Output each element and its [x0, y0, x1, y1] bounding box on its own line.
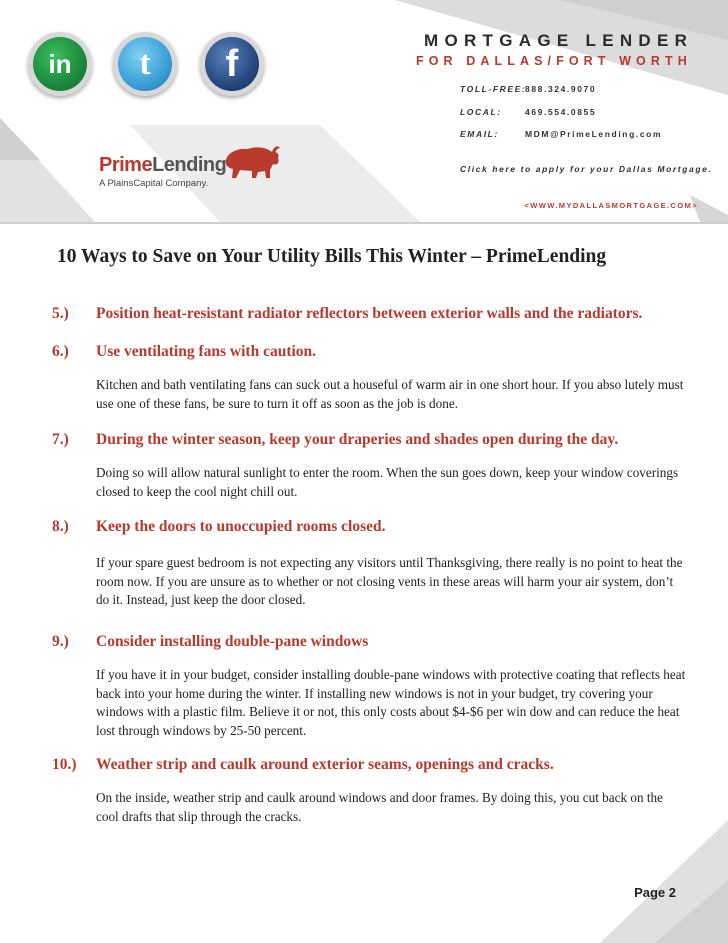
contact-value: 469.554.0855 [525, 107, 597, 117]
website-link[interactable]: <WWW.MYDALLASMORTGAGE.COM> [524, 201, 698, 210]
header-subtitle: FOR DALLAS/FORT WORTH [416, 54, 692, 68]
item-number: 9.) [52, 633, 69, 650]
item-body: On the inside, weather strip and caulk around windows and door frames. By doing this, you cut back on the cool drafts that slip through the cracks. [96, 790, 663, 824]
contact-label: EMAIL: [460, 129, 499, 139]
contact-value: 888.324.9070 [525, 84, 597, 94]
primelending-logo [99, 154, 226, 177]
linkedin-icon[interactable] [28, 32, 92, 96]
linkedin-glyph: in [48, 48, 72, 79]
page-title: 10 Ways to Save on Your Utility Bills This Winter – PrimeLending [57, 246, 607, 267]
facebook-icon[interactable] [200, 32, 264, 96]
item-body: If your spare guest bedroom is not expecting any visitors until Thanksgiving, there really is no point to heat the room now. If you are unsure as to whether or not closing vents in these areas will harm your air system, don’t do it. Instead, just keep the door closed. [96, 555, 683, 607]
apply-link[interactable]: Click here to apply for your Dallas Mortgage. [460, 164, 713, 174]
item-number: 8.) [52, 518, 69, 535]
contact-tollfree [460, 84, 596, 94]
email-link[interactable]: MDM@PrimeLending.com [525, 129, 663, 139]
item-body: Kitchen and bath ventilating fans can suck out a houseful of warm air in one short hour. If you abso lutely must use one of these fans, be sure to turn it off as soon as the job is done. [96, 377, 684, 411]
contact-label: LOCAL: [460, 107, 502, 117]
logo-text-prime: Prime [99, 154, 153, 176]
logo-text-lending: Lending [152, 154, 227, 176]
item-heading: Keep the doors to unoccupied rooms closed. [96, 518, 386, 535]
item-heading: During the winter season, keep your draperies and shades open during the day. [96, 431, 619, 448]
item-number: 6.) [52, 343, 69, 360]
contact-label: TOLL-FREE: [460, 84, 527, 94]
item-body: Doing so will allow natural sunlight to enter the room. When the sun goes down, keep your window coverings closed to keep the cool night chill out. [96, 465, 679, 499]
twitter-glyph: t [139, 45, 151, 82]
logo-tagline: A PlainsCapital Company. [99, 178, 209, 189]
item-number: 5.) [52, 305, 69, 322]
item-heading: Use ventilating fans with caution. [96, 343, 317, 360]
item-heading: Position heat-resistant radiator reflectors between exterior walls and the radiators. [96, 305, 643, 322]
item-heading: Consider installing double-pane windows [96, 633, 369, 650]
contact-local [460, 107, 596, 117]
buffalo-icon [220, 142, 282, 182]
page-number: Page 2 [634, 885, 676, 900]
facebook-glyph: f [225, 42, 239, 85]
item-heading: Weather strip and caulk around exterior seams, openings and cracks. [96, 756, 554, 773]
contact-email[interactable] [460, 129, 662, 139]
twitter-icon[interactable] [113, 32, 177, 96]
header-title: MORTGAGE LENDER [424, 31, 694, 50]
item-body: If you have it in your budget, consider installing double-pane windows with protective coating that reflects heat back into your home during the winter. If installing new windows is not in your budget, try covering your windows with a plastic film. Believe it or not, this only costs about $4-$6 per win dow and can reduce the heat lost through windows by 25-50 percent. [96, 667, 686, 738]
item-number: 10.) [52, 756, 77, 773]
item-number: 7.) [52, 431, 69, 448]
